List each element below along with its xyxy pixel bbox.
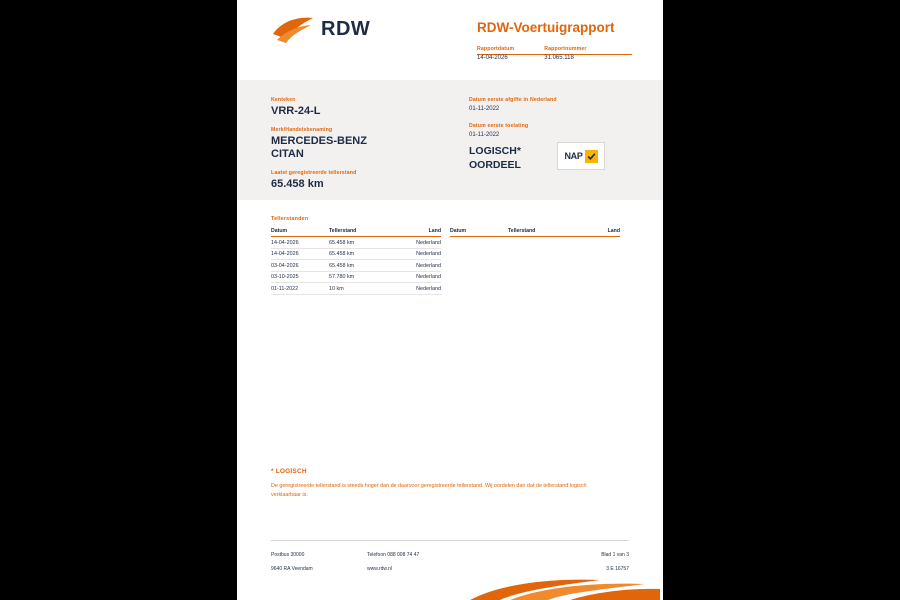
table-row [271,249,441,261]
cell-tellerstand: 65.458 km [329,251,355,257]
document-header [237,0,663,80]
laatste-tellerstand-value: 65.458 km [271,178,324,190]
table-row [271,237,441,249]
meta-report-date [477,46,514,61]
report-meta [477,46,587,61]
eerste-toelating-value: 01-11-2022 [469,132,500,138]
check-icon [585,150,598,163]
footer-website: www.rdw.nl [367,566,393,572]
meta-report-number-value: 31.065.118 [544,55,574,61]
vehicle-summary-right [469,88,649,140]
meta-report-date-value: 14-04-2026 [477,55,508,61]
odometer-table-right [450,228,620,237]
col-header-land: Land [428,228,441,234]
footnote-block [271,468,601,499]
cell-tellerstand: 57.780 km [329,274,355,280]
eerste-toelating-label: Datum eerste toelating [469,123,529,129]
cell-datum: 03-04-2026 [271,262,299,269]
table-body [271,237,441,295]
col-header-tellerstand: Tellerstand [329,228,357,234]
verdict-line-1: LOGISCH* [469,145,521,157]
footer-address-line-2: 9640 RA Veendam [271,566,313,572]
col-header-tellerstand: Tellerstand [508,228,536,234]
model-value: CITAN [271,148,304,160]
verdict-line-2: OORDEEL [469,159,521,171]
meta-report-date-label: Rapportdatum [477,46,515,52]
verdict-text [469,144,521,172]
table-header-row [271,228,441,237]
footer-address [271,548,313,576]
cell-land: Nederland [416,285,441,292]
cell-datum: 03-10-2025 [271,274,299,280]
merk-label: Merk/Handelsbenaming [271,127,333,133]
nap-badge-label: NAP [564,151,583,161]
vehicle-summary-left [271,88,461,191]
table-row [271,283,441,295]
document-page [237,0,663,600]
footer-contact [367,548,419,576]
rdw-logo-text: RDW [321,17,371,40]
table-row [271,272,441,284]
eerste-afgifte-value: 01-11-2022 [469,106,500,112]
eerste-afgifte-label: Datum eerste afgifte in Nederland [469,97,557,103]
cell-tellerstand: 65.458 km [329,262,355,269]
footnote-title: * LOGISCH [271,468,307,475]
odometer-table-left [271,228,441,295]
footer-page-number: Blad 1 van 3 [601,552,629,558]
footer-address-line-1: Postbus 30000 [271,552,305,558]
footer-swoosh-icon [470,578,660,600]
kenteken-value: VRR-24-L [271,105,321,117]
cell-tellerstand: 10 km [329,285,344,292]
laatste-tellerstand-label: Laatst geregistreerde tellerstand [271,170,357,176]
merk-value: MERCEDES-BENZ [271,135,367,147]
cell-land: Nederland [416,262,441,269]
cell-land: Nederland [416,251,441,257]
rdw-swoosh-icon [271,14,315,44]
table-row [271,260,441,272]
cell-datum: 14-04-2026 [271,239,299,246]
footer-divider [271,540,629,541]
col-header-datum: Datum [271,228,288,234]
footnote-body: De geregistreerde tellerstand is steeds hoger dan de daarvoor geregistreerde tellerstand. Wij oordelen dan dat de tellerstand logisch verklaarbaar is. [271,483,587,498]
footer-pagination [587,548,629,576]
footer-form-code: 3 E 16757 [606,566,629,572]
nap-badge [557,142,605,170]
kenteken-label: Kenteken [271,97,296,103]
vehicle-summary-block [237,80,663,200]
footer-phone: Telefoon 088 008 74 47 [367,552,420,558]
col-header-datum: Datum [450,228,467,234]
meta-report-number [544,46,586,61]
report-title: RDW-Voertuigrapport [477,20,615,35]
rdw-logo [271,14,370,44]
cell-land: Nederland [416,274,441,280]
table-header-row [450,228,620,237]
cell-datum: 14-04-2026 [271,251,299,257]
cell-tellerstand: 65.458 km [329,239,355,246]
cell-datum: 01-11-2022 [271,285,299,292]
meta-report-number-label: Rapportnummer [544,46,587,52]
odometer-table-title: Tellerstanden [271,216,309,222]
col-header-land: Land [607,228,620,234]
cell-land: Nederland [416,239,441,246]
